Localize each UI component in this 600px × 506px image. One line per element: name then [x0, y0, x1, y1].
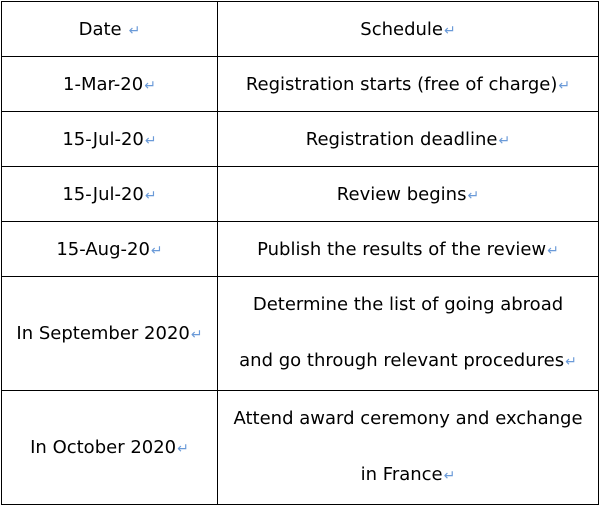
date-text: 15-Jul-20 [62, 183, 144, 205]
paragraph-mark-icon: ↵ [498, 132, 511, 149]
paragraph-mark-icon: ↵ [150, 242, 163, 259]
schedule-text-line-1: Determine the list of going abroad [252, 294, 564, 315]
header-schedule-cell [218, 2, 599, 57]
table-row [2, 57, 599, 112]
date-cell [2, 222, 218, 277]
date-cell [2, 391, 218, 505]
paragraph-mark-icon: ↵ [177, 441, 189, 457]
table-header-row [2, 2, 599, 57]
schedule-cell [218, 391, 599, 505]
date-cell [2, 112, 218, 167]
schedule-table [1, 1, 599, 505]
paragraph-mark-icon: ↵ [128, 22, 141, 39]
schedule-text-line-2: and go through relevant procedures [239, 350, 565, 371]
header-date: Date [78, 18, 122, 40]
schedule-cell [218, 222, 599, 277]
paragraph-mark-icon: ↵ [443, 22, 456, 39]
paragraph-mark-icon: ↵ [190, 327, 203, 343]
header-date-cell [2, 2, 218, 57]
table-row [2, 167, 599, 222]
table-row [2, 222, 599, 277]
schedule-cell [218, 277, 599, 391]
schedule-text: Review begins [336, 183, 467, 205]
paragraph-mark-icon: ↵ [443, 468, 456, 484]
date-text: In October 2020 [30, 437, 177, 458]
paragraph-mark-icon: ↵ [547, 242, 559, 259]
date-text: 15-Aug-20 [56, 238, 150, 260]
table-row [2, 391, 599, 505]
schedule-cell [218, 112, 599, 167]
paragraph-mark-icon: ↵ [144, 132, 157, 149]
date-cell [2, 277, 218, 391]
paragraph-mark-icon: ↵ [565, 354, 577, 370]
date-text: 15-Jul-20 [62, 128, 144, 150]
schedule-cell [218, 57, 599, 112]
paragraph-mark-icon: ↵ [144, 77, 156, 94]
table-row [2, 277, 599, 391]
schedule-text: Registration starts (free of charge) [245, 73, 558, 95]
paragraph-mark-icon: ↵ [558, 77, 571, 94]
paragraph-mark-icon: ↵ [467, 187, 480, 204]
schedule-text: Publish the results of the review [257, 238, 547, 260]
schedule-text-line-2: in France [360, 464, 443, 485]
table-row [2, 112, 599, 167]
date-text: In September 2020 [16, 323, 190, 344]
date-cell [2, 57, 218, 112]
date-cell [2, 167, 218, 222]
schedule-text: Registration deadline [305, 128, 498, 150]
date-text: 1-Mar-20 [63, 73, 144, 95]
paragraph-mark-icon: ↵ [144, 187, 157, 204]
schedule-cell [218, 167, 599, 222]
schedule-text-line-1: Attend award ceremony and exchange [233, 408, 583, 429]
header-schedule: Schedule [360, 18, 443, 40]
